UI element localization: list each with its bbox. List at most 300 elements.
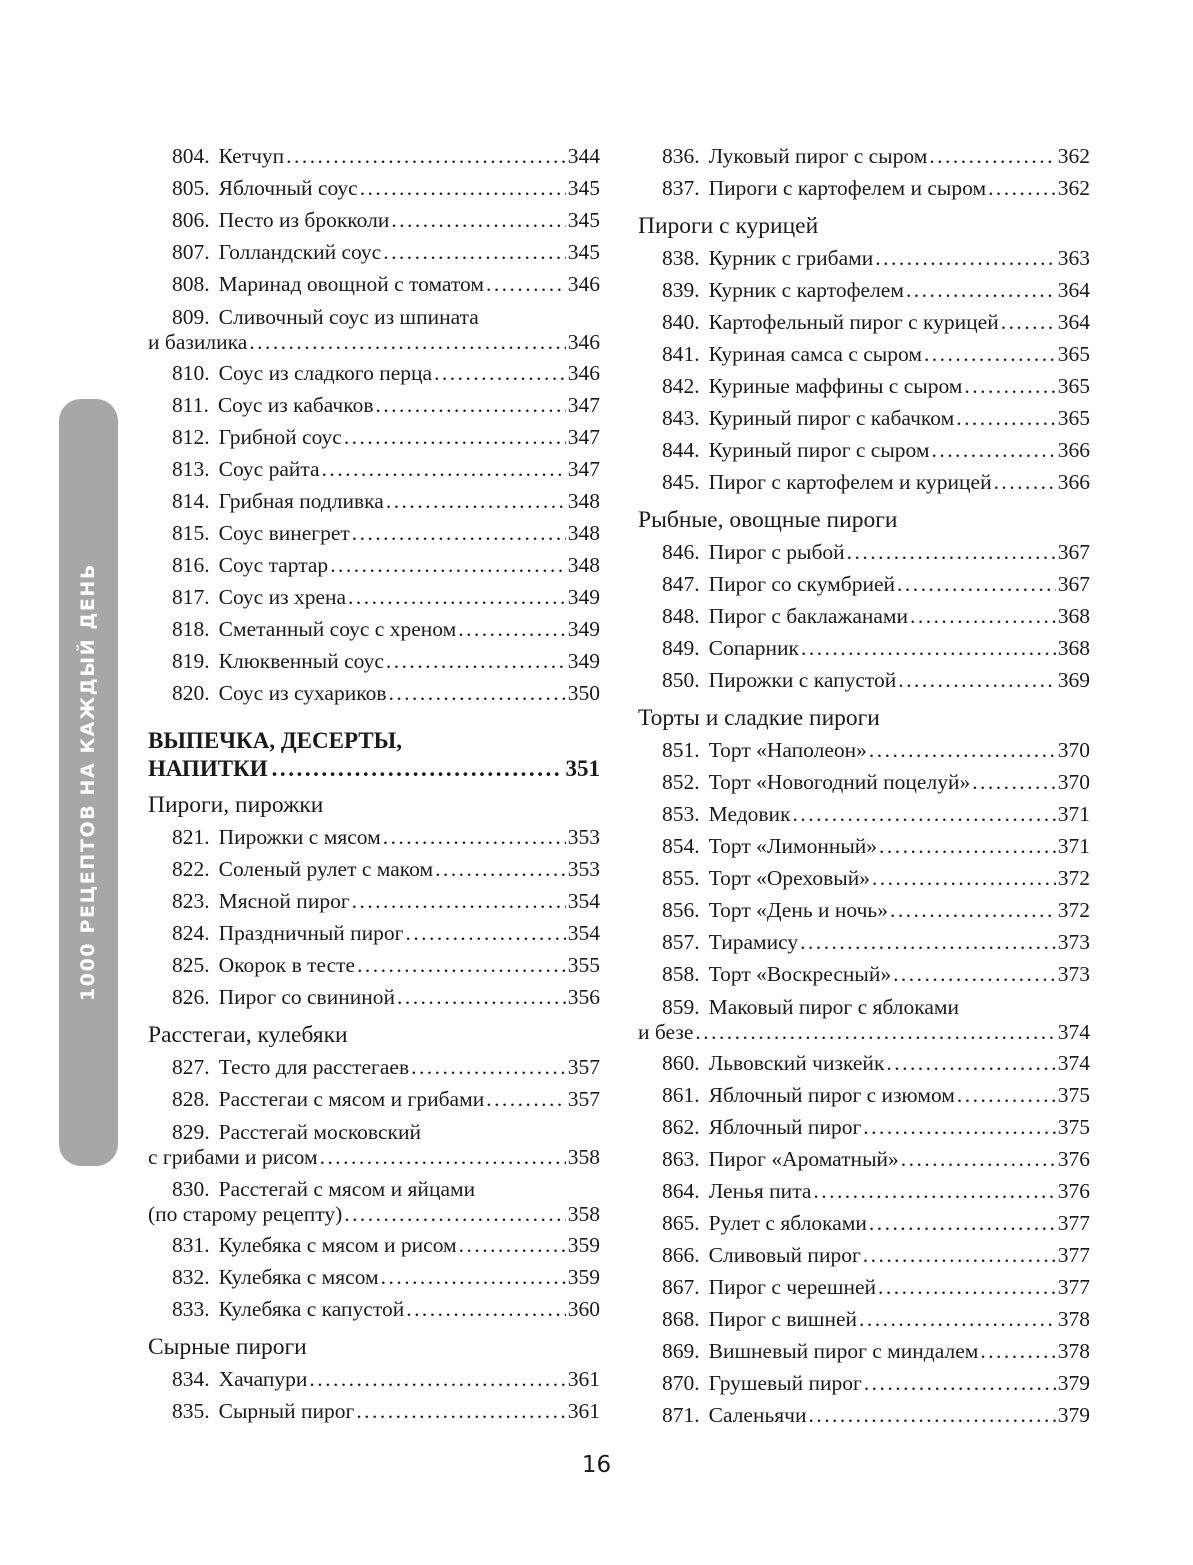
recipe-title: Кулебяка с мясом и рисом (218, 1233, 457, 1257)
recipe-number: 837. (662, 176, 700, 200)
recipe-title: Соус тартар (218, 553, 329, 577)
toc-entry[interactable] (638, 1303, 1090, 1335)
page-ref: 376 (1057, 1179, 1090, 1203)
recipe-title: Сопарник (708, 636, 799, 660)
dot-leader (800, 926, 1056, 958)
dot-leader (863, 1111, 1055, 1143)
recipe-title: Грибная подливка (218, 489, 384, 513)
toc-entry[interactable] (148, 1261, 600, 1293)
toc-entry[interactable] (638, 600, 1090, 632)
toc-entry[interactable] (638, 1207, 1090, 1239)
recipe-number: 814. (172, 489, 210, 513)
recipe-title: Клюквенный соус (218, 649, 384, 673)
toc-entry[interactable] (638, 568, 1090, 600)
section-heading-text: НАПИТКИ (148, 756, 268, 781)
toc-entry[interactable] (638, 1335, 1090, 1367)
recipe-number: 863. (662, 1147, 700, 1171)
dot-leader (386, 645, 566, 677)
toc-entry[interactable] (638, 242, 1090, 274)
toc-entry[interactable] (638, 766, 1090, 798)
recipe-title: Кетчуп (218, 144, 285, 168)
recipe-title: Куриный пирог с кабачком (708, 406, 955, 430)
recipe-number: 844. (662, 438, 700, 462)
dot-leader (972, 766, 1056, 798)
page-ref: 367 (1057, 572, 1090, 596)
recipe-title-continued: и безе (638, 1020, 694, 1044)
toc-entry[interactable] (638, 172, 1090, 204)
page-ref: 365 (1057, 342, 1090, 366)
toc-entry[interactable] (148, 485, 600, 517)
dot-leader (391, 204, 565, 236)
dot-leader (397, 981, 566, 1013)
page-ref: 349 (567, 585, 600, 609)
recipe-title: Рулет с яблоками (708, 1211, 867, 1235)
recipe-number: 851. (662, 738, 700, 762)
toc-entry[interactable] (148, 645, 600, 677)
entry-line-second (148, 330, 600, 355)
page-ref: 373 (1057, 930, 1090, 954)
dot-leader (859, 1303, 1056, 1335)
recipe-number: 817. (172, 585, 210, 609)
toc-entry[interactable] (148, 517, 600, 549)
dot-leader (695, 1020, 1055, 1045)
page-ref: 344 (567, 144, 600, 168)
entry-line-first (148, 1120, 600, 1145)
page-ref: 345 (567, 208, 600, 232)
page-ref: 358 (567, 1145, 600, 1169)
dot-leader (386, 485, 566, 517)
toc-entry[interactable] (638, 926, 1090, 958)
recipe-title: Маринад овощной с томатом (218, 272, 484, 296)
recipe-title: Пирог с картофелем и курицей (708, 470, 992, 494)
dot-leader (458, 613, 566, 645)
dot-leader (286, 140, 566, 172)
dot-leader (886, 1047, 1055, 1079)
dot-leader (459, 1229, 566, 1261)
recipe-number: 831. (172, 1233, 210, 1257)
recipe-number: 815. (172, 521, 210, 545)
section-subheading: Сырные пироги (148, 1334, 307, 1360)
recipe-title: Пирог «Ароматный» (708, 1147, 899, 1171)
dot-leader (964, 370, 1055, 402)
page-ref: 354 (567, 921, 600, 945)
recipe-title: Грибной соус (218, 425, 342, 449)
toc-entry[interactable] (148, 204, 600, 236)
toc-entry[interactable] (638, 1367, 1090, 1399)
recipe-number: 833. (172, 1297, 210, 1321)
dot-leader (320, 1145, 566, 1170)
toc-entry[interactable] (638, 370, 1090, 402)
dot-leader (272, 755, 562, 783)
recipe-number: 813. (172, 457, 210, 481)
page-ref: 376 (1057, 1147, 1090, 1171)
dot-leader (383, 236, 566, 268)
toc-entry[interactable] (148, 453, 600, 485)
dot-leader (901, 1143, 1056, 1175)
recipe-number: 847. (662, 572, 700, 596)
page-ref: 346 (567, 272, 600, 296)
recipe-title: Сырный пирог (218, 1399, 355, 1423)
section-heading[interactable] (148, 709, 600, 783)
page-ref: 348 (567, 553, 600, 577)
toc-entry[interactable] (148, 917, 600, 949)
section-subheading: Расстегаи, кулебяки (148, 1022, 348, 1048)
dot-leader (434, 357, 566, 389)
toc-entry[interactable] (638, 632, 1090, 664)
recipe-number: 816. (172, 553, 210, 577)
dot-leader (878, 1271, 1056, 1303)
page-ref: 365 (1057, 374, 1090, 398)
page-ref: 377 (1057, 1211, 1090, 1235)
recipe-title: Пирог с баклажанами (708, 604, 909, 628)
dot-leader (330, 549, 566, 581)
page-ref: 375 (1057, 1115, 1090, 1139)
page-ref: 355 (567, 953, 600, 977)
recipe-title-continued: с грибами и рисом (148, 1145, 318, 1169)
recipe-title: Сметанный соус с хреном (218, 617, 457, 641)
recipe-title: Песто из брокколи (218, 208, 390, 232)
toc-entry[interactable] (148, 389, 600, 421)
page-ref: 348 (567, 489, 600, 513)
toc-entry[interactable] (638, 466, 1090, 498)
dot-leader (1001, 306, 1056, 338)
recipe-number: 828. (172, 1087, 210, 1111)
recipe-number: 843. (662, 406, 700, 430)
toc-entry[interactable] (148, 268, 600, 300)
toc-entry[interactable] (148, 1363, 600, 1395)
dot-leader (863, 1239, 1056, 1271)
toc-entry[interactable] (638, 1143, 1090, 1175)
toc-entry[interactable] (148, 581, 600, 613)
recipe-number: 820. (172, 681, 210, 705)
recipe-title: Торт «Воскресный» (708, 962, 892, 986)
page-ref: 357 (567, 1087, 600, 1111)
recipe-title: Куриный пирог с сыром (708, 438, 930, 462)
toc-entry[interactable] (638, 664, 1090, 696)
toc-entry[interactable] (638, 338, 1090, 370)
dot-leader (809, 1399, 1056, 1431)
page-ref: 379 (1057, 1403, 1090, 1427)
toc-entry[interactable] (148, 1293, 600, 1325)
side-tab-title: 1000 РЕЦЕПТОВ НА КАЖДЫЙ ДЕНЬ (77, 562, 99, 1002)
page-ref: 359 (567, 1233, 600, 1257)
recipe-number: 853. (662, 802, 700, 826)
toc-entry[interactable] (638, 1175, 1090, 1207)
page-ref: 348 (567, 521, 600, 545)
dot-leader (879, 830, 1056, 862)
toc-entry[interactable] (638, 958, 1090, 990)
dot-leader (890, 894, 1056, 926)
recipe-number: 846. (662, 540, 700, 564)
page-ref: 346 (567, 361, 600, 385)
recipe-title: Яблочный соус (218, 176, 358, 200)
recipe-number: 845. (662, 470, 700, 494)
toc-entry[interactable] (148, 853, 600, 885)
recipe-title: Тесто для расстегаев (218, 1055, 410, 1079)
toc-entry[interactable] (148, 1083, 600, 1115)
page-ref: 371 (1057, 802, 1090, 826)
page-ref: 377 (1057, 1275, 1090, 1299)
dot-leader (924, 338, 1056, 370)
page-ref: 362 (1057, 176, 1090, 200)
dot-leader (847, 536, 1056, 568)
page-ref: 349 (567, 617, 600, 641)
recipe-title: Сливовый пирог (708, 1243, 861, 1267)
toc-entry[interactable] (148, 357, 600, 389)
recipe-title: Курник с грибами (708, 246, 874, 270)
dot-leader (813, 1175, 1055, 1207)
toc-entry[interactable] (148, 300, 600, 357)
toc-entry[interactable] (148, 1172, 600, 1229)
page-ref: 379 (1057, 1371, 1090, 1395)
recipe-title: Курник с картофелем (708, 278, 904, 302)
dot-leader (352, 517, 566, 549)
dot-leader (875, 242, 1055, 274)
recipe-title: Кулебяка с мясом (218, 1265, 379, 1289)
toc-entry[interactable] (148, 1051, 600, 1083)
dot-leader (994, 466, 1056, 498)
toc-entry[interactable] (638, 306, 1090, 338)
recipe-title: Торт «Новогодний поцелуй» (708, 770, 971, 794)
toc-entry[interactable] (148, 140, 600, 172)
dot-leader (249, 330, 565, 355)
recipe-title: Маковый пирог с яблоками (708, 995, 960, 1019)
page-ref: 364 (1057, 310, 1090, 334)
toc-entry[interactable] (148, 613, 600, 645)
toc-entry[interactable] (638, 1399, 1090, 1431)
section-subheading: Торты и сладкие пироги (638, 705, 880, 731)
recipe-number: 827. (172, 1055, 210, 1079)
toc-entry[interactable] (148, 1395, 600, 1427)
recipe-title: Сливочный соус из шпината (218, 305, 479, 329)
recipe-title: Соус из хрена (218, 585, 347, 609)
toc-entry[interactable] (638, 1239, 1090, 1271)
page-ref: 366 (1057, 438, 1090, 462)
dot-leader (980, 1335, 1055, 1367)
page-ref: 354 (567, 889, 600, 913)
recipe-number: 864. (662, 1179, 700, 1203)
toc-column-right (638, 140, 1090, 1431)
dot-leader (957, 1079, 1056, 1111)
recipe-title: Соус из кабачков (217, 393, 374, 417)
recipe-title: Торт «Лимонный» (708, 834, 878, 858)
recipe-number: 832. (172, 1265, 210, 1289)
dot-leader (381, 1261, 566, 1293)
dot-leader (897, 568, 1056, 600)
page-ref: 368 (1057, 636, 1090, 660)
page-ref: 345 (567, 176, 600, 200)
recipe-title: Пирожки с капустой (708, 668, 897, 692)
recipe-number: 810. (172, 361, 210, 385)
recipe-title: Тирамису (708, 930, 799, 954)
dot-leader (356, 1395, 565, 1427)
toc-entry[interactable] (148, 421, 600, 453)
page-ref: 367 (1057, 540, 1090, 564)
recipe-number: 822. (172, 857, 210, 881)
dot-leader (406, 1293, 566, 1325)
toc-entry[interactable] (638, 402, 1090, 434)
toc-entry[interactable] (638, 140, 1090, 172)
dot-leader (309, 1363, 565, 1395)
recipe-number: 859. (662, 995, 700, 1019)
recipe-number: 860. (662, 1051, 700, 1075)
recipe-number: 836. (662, 144, 700, 168)
entry-line-first (148, 1177, 600, 1202)
recipe-number: 809. (172, 305, 210, 329)
page-ref: 365 (1057, 406, 1090, 430)
recipe-number: 855. (662, 866, 700, 890)
recipe-number: 866. (662, 1243, 700, 1267)
recipe-title: Расстегаи с мясом и грибами (218, 1087, 485, 1111)
entry-line-second (148, 1145, 600, 1170)
recipe-number: 805. (172, 176, 210, 200)
recipe-number: 856. (662, 898, 700, 922)
page-ref: 375 (1057, 1083, 1090, 1107)
dot-leader (486, 268, 566, 300)
section-subheading: Пироги с курицей (638, 213, 819, 239)
dot-leader (869, 734, 1056, 766)
recipe-title: Пирог с рыбой (708, 540, 845, 564)
recipe-title: Расстегай с мясом и яйцами (218, 1177, 476, 1201)
toc-entry[interactable] (638, 798, 1090, 830)
recipe-title: Пирог с вишней (708, 1307, 858, 1331)
recipe-title: Ленья пита (708, 1179, 812, 1203)
toc-entry[interactable] (148, 677, 600, 709)
dot-leader (898, 664, 1055, 696)
recipe-number: 812. (172, 425, 210, 449)
recipe-title: Хачапури (218, 1367, 308, 1391)
dot-leader (893, 958, 1056, 990)
recipe-number: 841. (662, 342, 700, 366)
page-ref: 347 (567, 457, 600, 481)
recipe-title: Куриные маффины с сыром (708, 374, 963, 398)
toc-entry[interactable] (638, 862, 1090, 894)
recipe-number: 821. (172, 825, 210, 849)
recipe-title: Торт «Ореховый» (708, 866, 870, 890)
recipe-number: 834. (172, 1367, 210, 1391)
recipe-number: 862. (662, 1115, 700, 1139)
page-ref: 358 (567, 1202, 600, 1226)
dot-leader (360, 172, 566, 204)
toc-entry[interactable] (638, 274, 1090, 306)
recipe-title: Торт «Наполеон» (708, 738, 867, 762)
recipe-number: 826. (172, 985, 210, 1009)
entry-line-first (638, 995, 1090, 1020)
toc-entry[interactable] (638, 536, 1090, 568)
recipe-title: Львовский чизкейк (708, 1051, 885, 1075)
section-subheading: Рыбные, овощные пироги (638, 507, 898, 533)
toc-entry[interactable] (148, 172, 600, 204)
page-ref: 372 (1057, 866, 1090, 890)
page-ref: 378 (1057, 1307, 1090, 1331)
page-ref: 369 (1057, 668, 1090, 692)
recipe-number: 871. (662, 1403, 700, 1427)
page-number: 16 (581, 1452, 612, 1478)
recipe-number: 848. (662, 604, 700, 628)
toc-entry[interactable] (638, 734, 1090, 766)
dot-leader (405, 917, 565, 949)
toc-entry[interactable] (148, 549, 600, 581)
page-ref: 349 (567, 649, 600, 673)
toc-column-left (148, 140, 600, 1427)
toc-entry[interactable] (638, 1111, 1090, 1143)
dot-leader (910, 600, 1056, 632)
page-ref: 370 (1057, 738, 1090, 762)
page-ref: 364 (1057, 278, 1090, 302)
toc-entry[interactable] (148, 949, 600, 981)
page-ref: 372 (1057, 898, 1090, 922)
dot-leader (348, 581, 566, 613)
toc-entry[interactable] (148, 821, 600, 853)
toc-entry[interactable] (638, 894, 1090, 926)
toc-entry[interactable] (148, 981, 600, 1013)
dot-leader (411, 1051, 566, 1083)
recipe-title: Соленый рулет с маком (218, 857, 434, 881)
dot-leader (435, 853, 566, 885)
toc-entry[interactable] (638, 1079, 1090, 1111)
toc-entry[interactable] (148, 1229, 600, 1261)
recipe-title-continued: (по старому рецепту) (148, 1202, 343, 1226)
recipe-number: 840. (662, 310, 700, 334)
recipe-number: 865. (662, 1211, 700, 1235)
dot-leader (376, 389, 566, 421)
recipe-title: Пирог с черешней (708, 1275, 877, 1299)
recipe-number: 868. (662, 1307, 700, 1331)
dot-leader (929, 140, 1055, 172)
toc-entry[interactable] (638, 990, 1090, 1047)
page-ref: 368 (1057, 604, 1090, 628)
page-ref: 366 (1057, 470, 1090, 494)
recipe-title: Мясной пирог (218, 889, 350, 913)
recipe-title: Пирожки с мясом (218, 825, 381, 849)
recipe-number: 838. (662, 246, 700, 270)
page-ref: 356 (567, 985, 600, 1009)
toc-entry[interactable] (638, 1271, 1090, 1303)
recipe-title: Медовик (708, 802, 791, 826)
toc-entry[interactable] (638, 434, 1090, 466)
toc-entry[interactable] (638, 1047, 1090, 1079)
recipe-title: Соус из сладкого перца (218, 361, 433, 385)
page-ref: 378 (1057, 1339, 1090, 1363)
recipe-number: 819. (172, 649, 210, 673)
page-ref: 347 (567, 425, 600, 449)
toc-entry[interactable] (148, 1115, 600, 1172)
entry-line-first (148, 305, 600, 330)
recipe-title: Яблочный пирог с изюмом (708, 1083, 955, 1107)
recipe-number: 824. (172, 921, 210, 945)
toc-entry[interactable] (638, 830, 1090, 862)
recipe-number: 869. (662, 1339, 700, 1363)
toc-entry[interactable] (148, 885, 600, 917)
dot-leader (801, 632, 1056, 664)
dot-leader (906, 274, 1056, 306)
recipe-title-continued: и базилика (148, 330, 248, 354)
toc-entry[interactable] (148, 236, 600, 268)
recipe-number: 852. (662, 770, 700, 794)
entry-line-second (148, 1202, 600, 1227)
recipe-number: 854. (662, 834, 700, 858)
dot-leader (388, 677, 565, 709)
dot-leader (932, 434, 1056, 466)
recipe-title: Грушевый пирог (708, 1371, 862, 1395)
page-ref: 353 (567, 857, 600, 881)
dot-leader (344, 1202, 566, 1227)
recipe-title: Луковый пирог с сыром (708, 144, 928, 168)
recipe-number: 807. (172, 240, 210, 264)
dot-leader (872, 862, 1056, 894)
recipe-title: Яблочный пирог (708, 1115, 862, 1139)
section-heading-line-1: ВЫПЕЧКА, ДЕСЕРТЫ, (148, 728, 402, 753)
